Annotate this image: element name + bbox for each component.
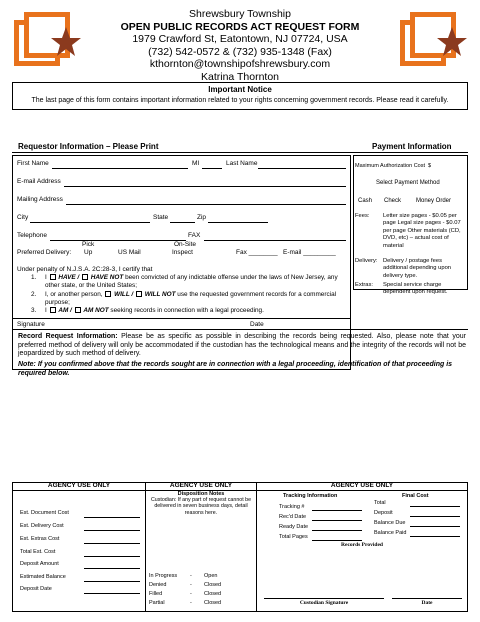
dash: - — [190, 573, 192, 579]
dash: - — [190, 591, 192, 597]
preferred-delivery-label: Preferred Delivery: — [17, 249, 72, 256]
telephone-label: Telephone — [17, 232, 47, 239]
penalty-text: Under penalty of N.J.S.A. 2C:28-3, I certify that — [17, 266, 153, 273]
custodian-signature-label: Custodian Signature — [299, 600, 349, 606]
ready-date-label: Ready Date — [279, 524, 309, 530]
recd-date-label: Rec'd Date — [279, 514, 307, 520]
total-est-cost-label: Total Est. Cost — [20, 549, 56, 555]
est-document-cost-field[interactable] — [84, 517, 140, 518]
onsite-label: On-Site — [174, 241, 197, 248]
fax-label: FAX — [188, 232, 201, 239]
township-logo-left — [14, 12, 84, 74]
extras-label: Extras: — [355, 282, 374, 288]
star-icon — [436, 26, 468, 58]
fees-label: Fees: — [355, 213, 370, 219]
delivery-fax[interactable]: Fax ________ — [236, 249, 278, 256]
requestor-section-title: Requestor Information – Please Print — [18, 142, 159, 151]
balance-due-field[interactable] — [410, 526, 460, 527]
status-in-progress[interactable]: In Progress — [149, 573, 178, 579]
agency-cost-box: AGENCY USE ONLY — [12, 482, 146, 612]
email-field[interactable] — [64, 186, 346, 187]
est-extras-cost-field[interactable] — [84, 543, 140, 544]
signature-label: Signature — [17, 321, 45, 328]
address: 1979 Crawford St, Eatontown, NJ 07724, USA — [132, 33, 348, 45]
total-pages-label: Total Pages — [279, 534, 308, 540]
estimated-balance-field[interactable] — [84, 581, 140, 582]
balance-paid-field[interactable] — [410, 536, 460, 537]
delivery-usmail[interactable]: US Mail — [118, 249, 141, 256]
est-extras-cost-label: Est. Extras Cost — [20, 536, 60, 542]
tracking-title: Tracking Information — [283, 493, 338, 499]
township-name: Shrewsbury Township — [189, 8, 291, 20]
status-partial[interactable]: Partial — [149, 600, 165, 606]
first-name-field[interactable] — [52, 168, 188, 169]
notice-body: The last page of this form contains important information related to your rights concerning government records. Please read it carefully. — [31, 97, 449, 104]
city-label: City — [17, 214, 29, 221]
mi-field[interactable] — [202, 168, 222, 169]
disposition-title: Disposition Notes — [177, 491, 225, 497]
delivery-email[interactable]: E-mail _________ — [283, 249, 336, 256]
deposit-field[interactable] — [410, 516, 460, 517]
payment-section-title: Payment Information — [372, 142, 452, 151]
total-est-cost-field[interactable] — [84, 556, 140, 557]
final-cost-title: Final Cost — [402, 493, 429, 499]
select-payment-label: Select Payment Method — [376, 180, 440, 186]
est-document-cost-label: Est. Document Cost — [20, 510, 69, 516]
payment-check[interactable]: Check — [384, 198, 402, 204]
certify-item-2: 2. I, or another person, WILL / WILL NOT use the requested government records for a commercial purpose; — [31, 291, 337, 306]
will-not-checkbox[interactable] — [136, 291, 142, 297]
form-header — [100, 8, 380, 83]
disposition-text: Custodian: If any part of request cannot be delivered in seven business days, detail reasons here. — [150, 497, 252, 516]
extras-text: Special service charge dependent upon request. — [383, 282, 448, 296]
fax-field[interactable] — [204, 240, 346, 241]
am-checkbox[interactable] — [50, 307, 56, 313]
township-logo-right — [400, 12, 470, 74]
total-field[interactable] — [410, 506, 460, 507]
state-field[interactable] — [170, 222, 195, 223]
dash: - — [190, 582, 192, 588]
tracking-number-label: Tracking # — [279, 504, 305, 510]
zip-field[interactable] — [208, 222, 268, 223]
status-open[interactable]: Open — [204, 573, 218, 579]
total-pages-field[interactable] — [312, 540, 362, 541]
deposit-amount-label: Deposit Amount — [20, 561, 59, 567]
contact-name: Katrina Thornton — [200, 70, 280, 83]
have-not-checkbox[interactable] — [82, 274, 88, 280]
first-name-label: First Name — [17, 160, 49, 167]
agency-tracking-box: AGENCY USE ONLY — [256, 482, 468, 612]
balance-due-label: Balance Due — [374, 520, 406, 526]
telephone-field[interactable] — [50, 240, 186, 241]
deposit-amount-field[interactable] — [84, 568, 140, 569]
certify-item-3: 3. I AM / AM NOT seeking records in connection with a legal proceeding. — [31, 307, 264, 314]
est-delivery-cost-label: Est. Delivery Cost — [20, 523, 64, 529]
custodian-date-label: Date — [421, 600, 433, 606]
deposit-date-field[interactable] — [84, 593, 140, 594]
am-not-checkbox[interactable] — [75, 307, 81, 313]
delivery-up[interactable]: Up — [84, 249, 93, 256]
state-label: State — [153, 214, 169, 221]
status-closed-denied[interactable]: Closed — [204, 582, 222, 588]
status-closed-filled[interactable]: Closed — [204, 591, 222, 597]
status-denied[interactable]: Denied — [149, 582, 167, 588]
form-title: OPEN PUBLIC RECORDS ACT REQUEST FORM — [120, 20, 360, 33]
custodian-date-field[interactable] — [392, 598, 462, 599]
delivery-fee-text: Delivery / postage fees additional depending upon delivery type. — [383, 258, 452, 279]
email: kthornton@townshipofshrewsbury.com — [149, 58, 331, 70]
status-closed-partial[interactable]: Closed — [204, 600, 222, 606]
total-label: Total — [374, 500, 386, 506]
status-filled[interactable]: Filled — [149, 591, 163, 597]
date-label: Date — [250, 321, 264, 328]
deposit-label: Deposit — [374, 510, 393, 516]
last-name-field[interactable] — [258, 168, 346, 169]
legal-proceeding-note: Note: If you confirmed above that the records sought are in connection with a legal proceeding, identification of that proceeding is required below. — [18, 361, 453, 377]
star-icon — [50, 26, 82, 58]
balance-paid-label: Balance Paid — [374, 530, 407, 536]
delivery-fee-label: Delivery: — [355, 258, 378, 264]
dash: - — [190, 600, 192, 606]
estimated-balance-label: Estimated Balance — [20, 574, 66, 580]
custodian-signature-field[interactable] — [264, 598, 384, 599]
phones: (732) 542-0572 & (732) 935-1348 (Fax) — [148, 45, 332, 58]
deposit-date-label: Deposit Date — [20, 586, 52, 592]
payment-money-order[interactable]: Money Order — [416, 198, 452, 204]
have-checkbox[interactable] — [50, 274, 56, 280]
tracking-number-field[interactable] — [312, 510, 362, 511]
ready-date-field[interactable] — [312, 530, 362, 531]
mi-label: MI — [192, 160, 200, 167]
payment-cash[interactable]: Cash — [358, 198, 373, 204]
zip-label: Zip — [197, 214, 207, 221]
pick-label: Pick — [82, 241, 95, 248]
certify-item-1: 1. I HAVE / HAVE NOT been convicted of any indictable offense under the laws of New Jersey, any other state, or the United States; — [31, 274, 338, 289]
max-auth-label: Maximum Authorization Cost — [355, 163, 425, 169]
mailing-field[interactable] — [66, 204, 346, 205]
notice-title: Important Notice — [208, 85, 272, 94]
fees-text: Letter size pages - $0.05 per page Legal size pages - $0.07 per page Other materials (CD, DVD, etc) – actual cost of material — [383, 213, 461, 249]
city-field[interactable] — [30, 222, 150, 223]
mailing-label: Mailing Address — [17, 196, 63, 203]
agency-disposition-box: AGENCY USE ONLY — [145, 482, 257, 612]
delivery-inspect[interactable]: Inspect — [172, 249, 193, 256]
est-delivery-cost-field[interactable] — [84, 530, 140, 531]
important-notice — [12, 82, 468, 110]
email-label: E-mail Address — [17, 178, 61, 185]
record-request-info: Record Request Information: Please be as specific as possible in describing the records being requested. Also, please note that your preferred method of delivery will only be accommodated if the custodian has the technological means and the integrity of the records will not be jeopardized by such method of delivery. — [18, 333, 466, 357]
recd-date-field[interactable] — [312, 520, 362, 521]
dollar-sign: $ — [428, 163, 432, 169]
records-provided-label: Records Provided — [341, 542, 383, 548]
last-name-label: Last Name — [226, 160, 258, 167]
will-checkbox[interactable] — [105, 291, 111, 297]
